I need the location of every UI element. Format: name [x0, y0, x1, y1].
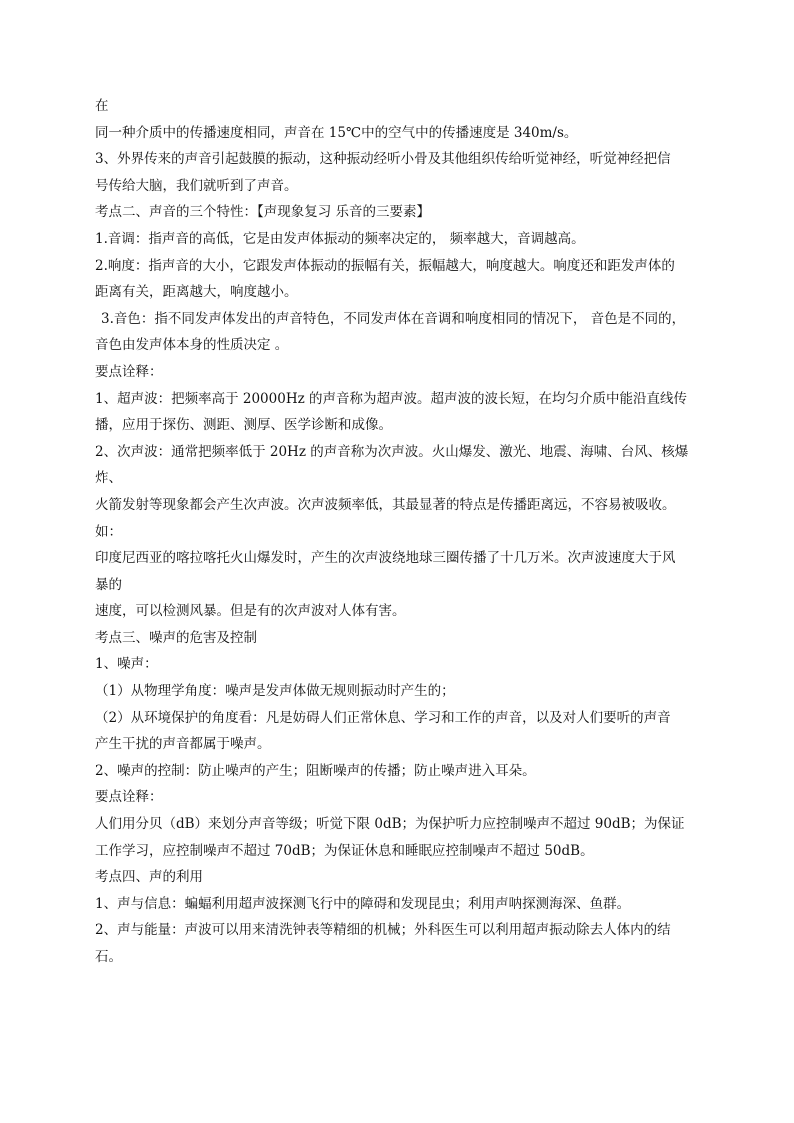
text-line: 在 [95, 98, 109, 114]
text-line: 速度，可以检测风暴。但是有的次声波对人体有害。 [95, 603, 406, 620]
text-line: 同一种介质中的传播速度相同，声音在 15℃中的空气中的传播速度是 340m/s。 [95, 124, 578, 141]
text-line: 1、噪声： [95, 656, 158, 673]
text-line: 音色由发声体本身的性质决定 。 [95, 337, 289, 354]
document-page [95, 93, 705, 971]
text-line: 印度尼西亚的喀拉喀托火山爆发时，产生的次声波绕地球三圈传播了十几万米。次声波速度大于风 [95, 550, 676, 567]
text-line: 1、超声波：把频率高于 20000Hz 的声音称为超声波。超声波的波长短，在均匀介质中能沿直线传 [95, 390, 688, 407]
text-line: 工作学习，应控制噪声不超过 70dB；为保证休息和睡眠应控制噪声不超过 50dB。 [95, 842, 594, 859]
text-line: 2.响度：指声音的大小，它跟发声体振动的振幅有关，振幅越大，响度越大。响度还和距发声体的 [95, 257, 675, 274]
text-line: 石。 [95, 949, 122, 965]
section-heading: 考点二、声音的三个特性：【声现象复习 乐音的三要素】 [95, 204, 431, 221]
text-line: 人们用分贝（dB）来划分声音等级；听觉下限 0dB；为保护听力应控制噪声不超过 90dB；为保证 [95, 816, 685, 833]
text-line: 3.音色：指不同发声体发出的声音特色，不同发声体在音调和响度相同的情况下， 音色是不同的， [101, 310, 686, 327]
text-line: 产生干扰的声音都属于噪声。 [95, 736, 271, 753]
text-line: 3、外界传来的声音引起鼓膜的振动，这种振动经听小骨及其他组织传给听觉神经，听觉神经把信 [95, 151, 671, 168]
text-line: 距离有关，距离越大，响度越小。 [95, 284, 298, 301]
text-line: 炸、 [95, 470, 122, 487]
text-line: 1、声与信息：蝙蝠利用超声波探测飞行中的障碍和发现昆虫；利用声呐探测海深、鱼群。 [95, 895, 631, 912]
text-line: 播，应用于探伤、测距、测厚、医学诊断和成像。 [95, 417, 392, 434]
text-line: 火箭发射等现象都会产生次声波。次声波频率低，其最显著的特点是传播距离远，不容易被吸收。 [95, 496, 676, 513]
text-line: 号传给大脑，我们就听到了声音。 [95, 177, 298, 194]
text-line: 如： [95, 523, 122, 540]
section-heading: 考点四、声的利用 [95, 869, 203, 886]
text-line: （2）从环境保护的角度看：凡是妨碍人们正常休息、学习和工作的声音，以及对人们要听的声音 [95, 709, 671, 726]
text-line: （1）从物理学角度：噪声是发声体做无规则振动时产生的； [95, 683, 455, 700]
text-line: 暴的 [95, 576, 122, 593]
text-line: 1.音调：指声音的高低，它是由发声体振动的频率决定的， 频率越大，音调越高。 [95, 230, 585, 247]
subheading: 要点诠释： [95, 789, 163, 806]
text-line: 2、声与能量：声波可以用来清洗钟表等精细的机械；外科医生可以利用超声振动除去人体内的结 [95, 922, 671, 939]
text-line: 2、次声波：通常把频率低于 20Hz 的声音称为次声波。火山爆发、激光、地震、海啸、台风、核爆 [95, 443, 689, 460]
subheading: 要点诠释： [95, 363, 163, 380]
text-line: 2、噪声的控制：防止噪声的产生；阻断噪声的传播；防止噪声进入耳朵。 [95, 762, 536, 779]
section-heading: 考点三、噪声的危害及控制 [95, 629, 257, 646]
